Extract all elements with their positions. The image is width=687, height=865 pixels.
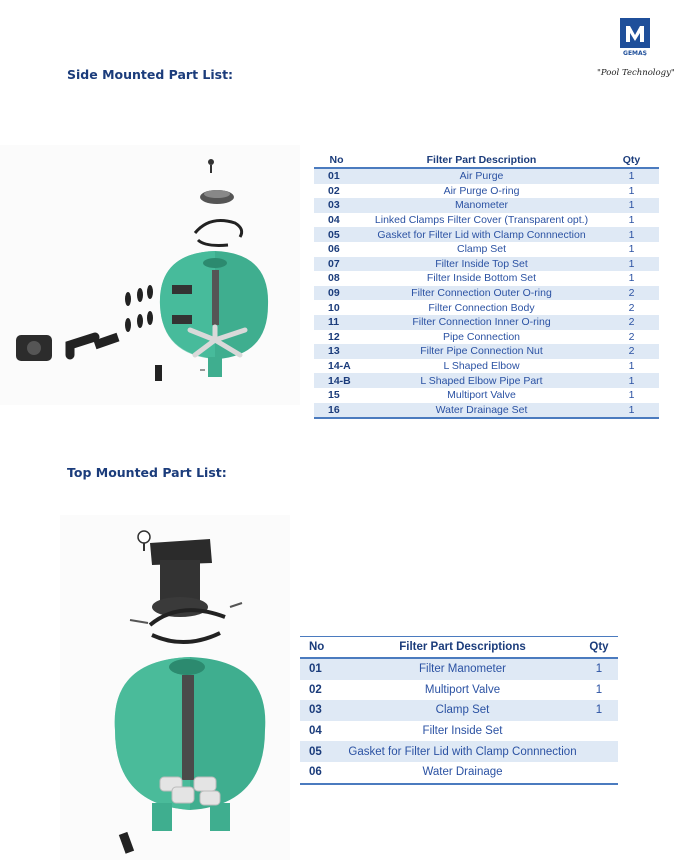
part-number: 16: [314, 403, 359, 419]
part-number: 10: [328, 301, 340, 314]
part-number: 02: [328, 184, 340, 197]
part-description: Filter Connection Outer O-ring: [359, 286, 604, 301]
part-quantity: 1: [595, 683, 603, 696]
column-header-description: Filter Part Descriptions: [345, 637, 580, 659]
part-description: Air Purge O-ring: [443, 184, 520, 197]
part-quantity: 1: [604, 403, 659, 419]
part-number: 14-B: [314, 373, 359, 388]
part-quantity: 2: [604, 315, 659, 330]
table-row: [300, 680, 618, 701]
table-row: [314, 330, 659, 345]
table-row: [314, 403, 659, 419]
part-description: Filter Inside Top Set: [359, 257, 604, 272]
part-number: 06: [328, 243, 340, 256]
part-number: 11: [314, 315, 359, 330]
part-quantity: [580, 721, 618, 742]
part-description: Filter Inside Bottom Set: [426, 272, 537, 285]
table-row: [300, 721, 618, 742]
part-quantity: [580, 762, 618, 784]
part-number: 05: [314, 227, 359, 242]
part-description: Clamp Set: [456, 243, 507, 256]
top-mounted-heading: Top Mounted Part List:: [67, 465, 227, 480]
part-description: Filter Pipe Connection Nut: [359, 344, 604, 359]
table-row: [300, 762, 618, 784]
column-header-no: No: [314, 153, 359, 168]
part-description: Manometer: [359, 198, 604, 213]
part-quantity: 1: [604, 227, 659, 242]
table-row: [314, 359, 659, 374]
part-quantity: 1: [604, 198, 659, 213]
part-quantity: 1: [580, 658, 618, 680]
part-description: Filter Connection Body: [428, 301, 535, 314]
part-number: 15: [328, 389, 340, 402]
part-quantity: 1: [604, 373, 659, 388]
top-mounted-parts-table: [300, 636, 618, 785]
column-header-description: Filter Part Description: [359, 153, 604, 168]
svg-text:GEMAŞ: GEMAŞ: [623, 50, 647, 56]
part-quantity: 1: [628, 243, 635, 256]
part-quantity: 1: [628, 184, 635, 197]
part-description: L Shaped Elbow: [443, 360, 520, 373]
part-quantity: 2: [628, 330, 635, 343]
part-number: 01: [314, 168, 359, 184]
part-description: Multiport Valve: [447, 389, 516, 402]
gemas-logo: [620, 18, 650, 56]
table-row: [314, 213, 659, 228]
side-mounted-filter-drawing: [0, 145, 300, 405]
part-quantity: 2: [604, 286, 659, 301]
table-row: [300, 700, 618, 721]
table-row: [300, 741, 618, 762]
part-number: 04: [309, 725, 322, 738]
part-number: 02: [309, 683, 322, 696]
part-description: Linked Clamps Filter Cover (Transparent opt.): [374, 214, 589, 227]
part-description: Air Purge: [359, 168, 604, 184]
part-number: 09: [314, 286, 359, 301]
column-header-qty: Qty: [580, 637, 618, 659]
part-quantity: [580, 741, 618, 762]
part-number: 07: [314, 257, 359, 272]
table-row: [314, 198, 659, 213]
part-quantity: 1: [604, 257, 659, 272]
part-quantity: 1: [628, 389, 635, 402]
side-mounted-parts-table: [314, 153, 659, 419]
part-description: Multiport Valve: [424, 683, 501, 696]
part-quantity: 2: [628, 301, 635, 314]
tagline: "Pool Technology": [597, 68, 675, 78]
part-description: Pipe Connection: [442, 330, 521, 343]
part-description: Clamp Set: [345, 700, 580, 721]
table-row: [314, 242, 659, 257]
table-header-row: [314, 153, 659, 168]
part-quantity: 1: [628, 272, 635, 285]
part-description: L Shaped Elbow Pipe Part: [359, 373, 604, 388]
table-row: [314, 227, 659, 242]
table-row: [314, 168, 659, 184]
part-quantity: 1: [604, 168, 659, 184]
table-row: [314, 373, 659, 388]
table-row: [314, 271, 659, 286]
part-number: 03: [314, 198, 359, 213]
part-quantity: 1: [628, 360, 635, 373]
table-row: [314, 300, 659, 315]
table-row: [300, 658, 618, 680]
part-description: Filter Connection Inner O-ring: [359, 315, 604, 330]
part-quantity: 1: [628, 214, 635, 227]
part-number: 04: [328, 214, 340, 227]
part-number: 13: [314, 344, 359, 359]
part-description: Water Drainage: [345, 762, 580, 784]
part-number: 05: [300, 741, 345, 762]
part-description: Filter Inside Set: [422, 725, 503, 738]
side-mounted-heading: Side Mounted Part List:: [67, 67, 234, 82]
part-number: 08: [328, 272, 340, 285]
part-number: 14-A: [328, 360, 351, 373]
part-number: 03: [300, 700, 345, 721]
part-description: Water Drainage Set: [359, 403, 604, 419]
table-row: [314, 388, 659, 403]
part-description: Gasket for Filter Lid with Clamp Connnection: [345, 741, 580, 762]
part-number: 01: [300, 658, 345, 680]
part-description: Gasket for Filter Lid with Clamp Connnection: [359, 227, 604, 242]
part-number: 06: [300, 762, 345, 784]
table-row: [314, 257, 659, 272]
table-row: [314, 315, 659, 330]
table-row: [314, 286, 659, 301]
part-description: Filter Manometer: [345, 658, 580, 680]
top-mounted-filter-drawing: [60, 515, 290, 860]
column-header-qty: Qty: [604, 153, 659, 168]
column-header-no: No: [300, 637, 345, 659]
table-row: [314, 344, 659, 359]
part-quantity: 1: [580, 700, 618, 721]
table-header-row: [300, 637, 618, 659]
part-number: 12: [328, 330, 340, 343]
table-row: [314, 184, 659, 199]
part-quantity: 2: [604, 344, 659, 359]
